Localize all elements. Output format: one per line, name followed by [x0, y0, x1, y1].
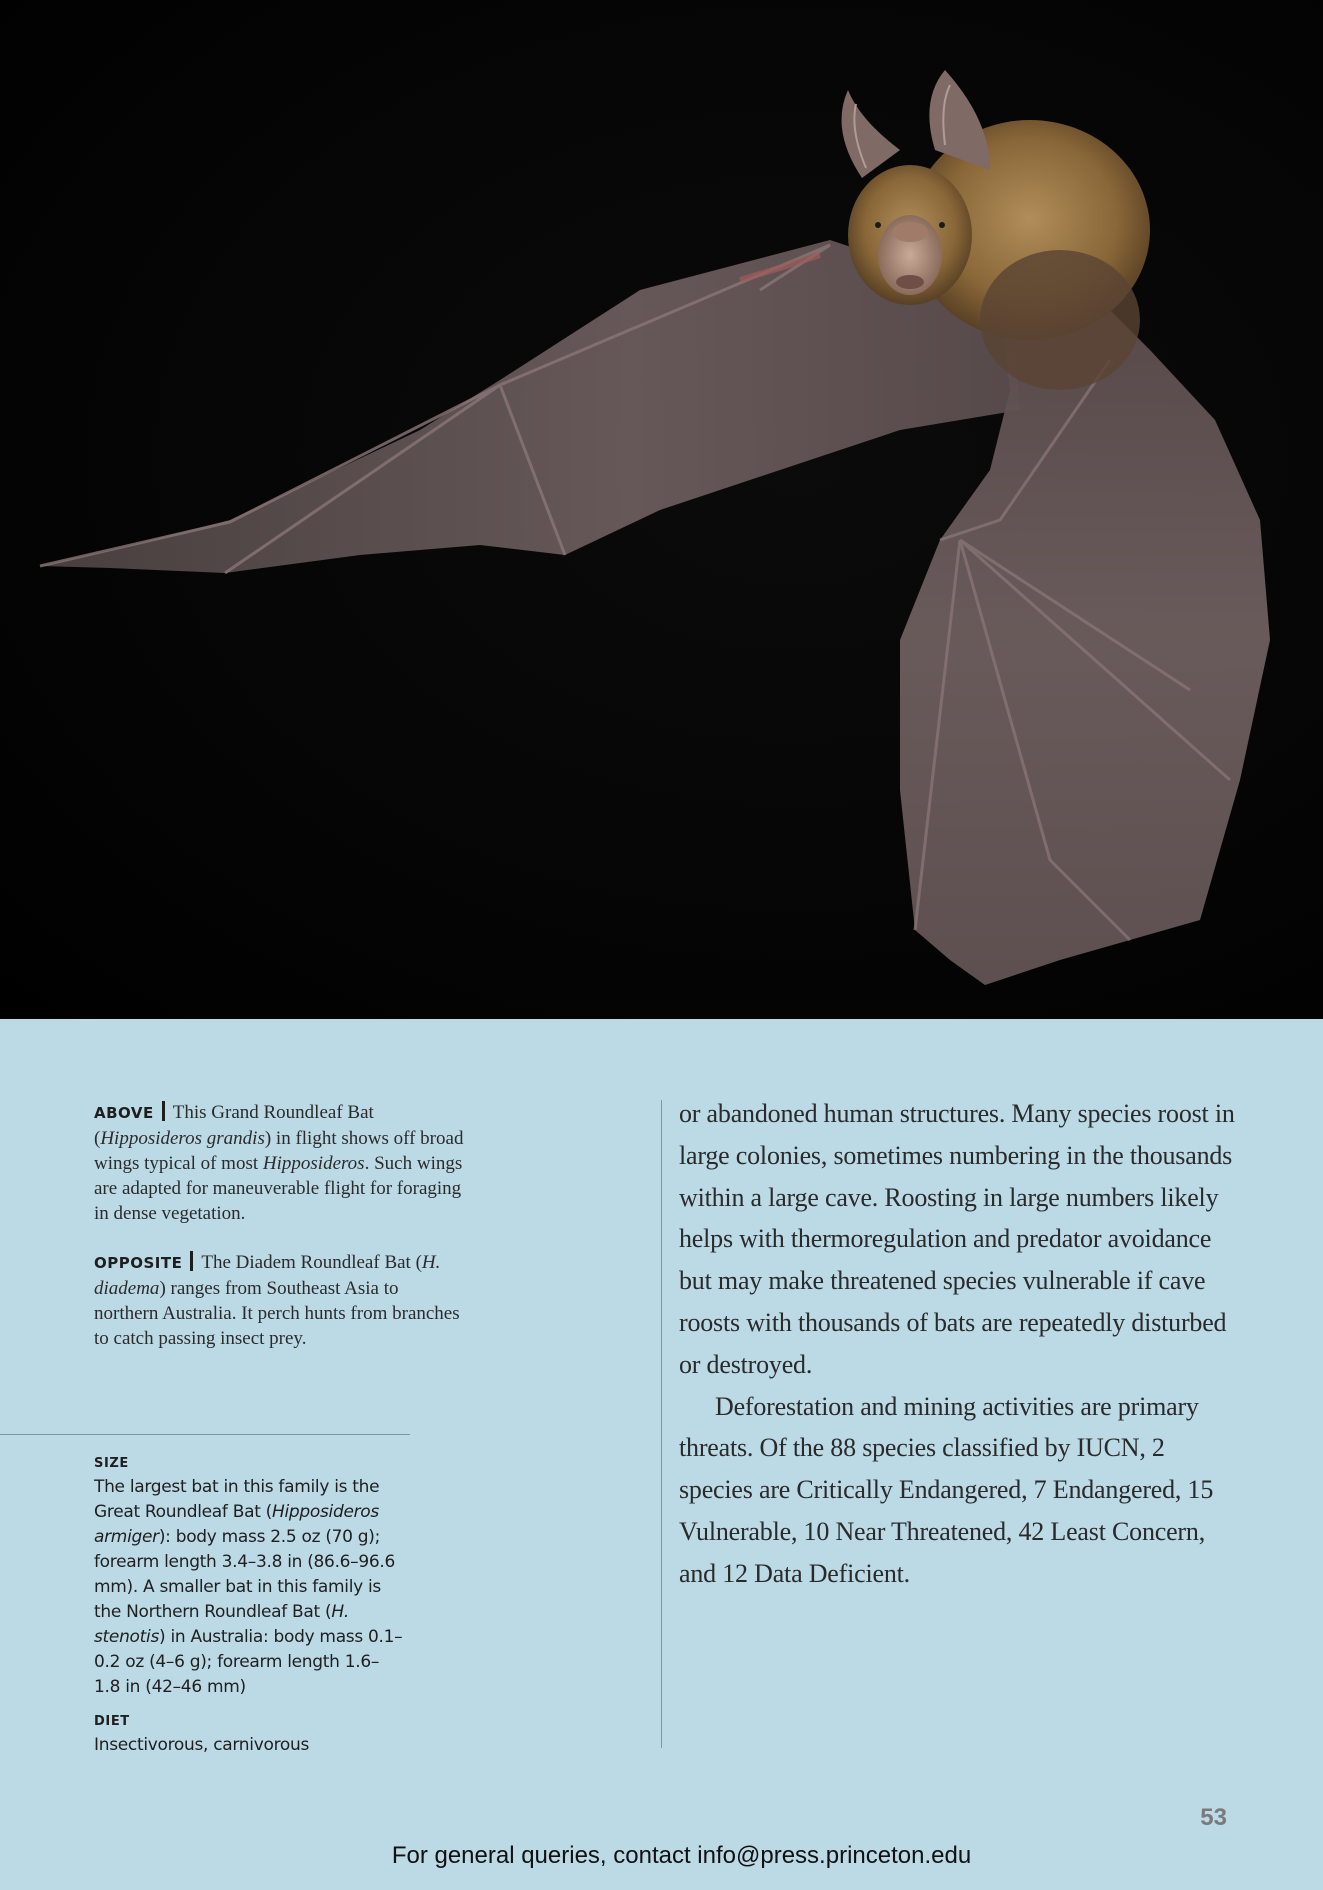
body-paragraph-2: Deforestation and mining activities are primary threats. Of the 88 species classified by IUCN, 2 species are Critically Endangered, 7 Endangered, 15 Vulnerable, 10 Near Threatened, 42 Least Concern, and 12 Data Deficient. — [679, 1391, 1214, 1588]
caption-above — [94, 1100, 464, 1226]
caption-text-2: ) in flight shows off broad wings typical of most — [94, 1128, 464, 1174]
caption-italic-2: Hipposideros — [262, 1153, 365, 1174]
fact-text: Insectivorous, carnivorous — [94, 1735, 310, 1755]
caption-text-1: The Diadem Roundleaf Bat ( — [201, 1252, 422, 1273]
caption-divider — [162, 1101, 165, 1121]
bat-ear-right — [929, 70, 990, 170]
fact-text: ) in Australia: body mass 0.1–0.2 oz (4–6 g); forearm length 1.6–1.8 in (42–46 mm) — [94, 1627, 403, 1697]
body-text — [679, 1093, 1239, 1595]
caption-opposite — [94, 1250, 464, 1351]
fact-text: The largest bat in this family is the Great Roundleaf Bat ( — [94, 1477, 380, 1522]
footer-contact: For general queries, contact info@press.princeton.edu — [391, 1842, 972, 1869]
page-number: 53 — [1200, 1804, 1227, 1831]
caption-text-3: . Such wings are adapted for maneuverable flight for foraging in dense vegetation. — [94, 1153, 463, 1224]
column-divider — [661, 1100, 662, 1748]
fact-label-diet: DIET — [94, 1714, 130, 1729]
caption-label: OPPOSITE — [94, 1254, 183, 1272]
caption-text-1: This Grand Roundleaf Bat ( — [94, 1102, 374, 1149]
caption-divider — [190, 1251, 193, 1271]
caption-italic-1: H. diadema — [94, 1252, 441, 1299]
fact-italic: H. stenotis — [94, 1602, 349, 1647]
fact-label-size: SIZE — [94, 1456, 129, 1471]
caption-text-2: ) ranges from Southeast Asia to northern Australia. It perch hunts from branches to catch passing insect prey. — [94, 1278, 460, 1349]
bat-ear-left — [842, 90, 900, 178]
fact-italic: Hipposideros armiger — [94, 1502, 379, 1547]
fact-box — [94, 1456, 404, 1772]
captions — [94, 1100, 464, 1375]
fact-text-size — [94, 1475, 404, 1700]
caption-italic-1: Hipposideros grandis — [100, 1128, 265, 1149]
body-paragraph-1: or abandoned human structures. Many species roost in large colonies, sometimes numbering in the thousands within a large cave. Roosting in large numbers likely helps with thermoregulation and predator avoidance but may make threatened species vulnerable if cave roosts with thousands of bats are repeatedly disturbed or destroyed. — [679, 1099, 1235, 1379]
caption-label: ABOVE — [94, 1104, 154, 1122]
fact-text-diet — [94, 1733, 404, 1758]
section-divider — [0, 1434, 410, 1435]
fact-text: ): body mass 2.5 oz (70 g); forearm length 3.4–3.8 in (86.6–96.6 mm). A smaller bat in this family is the Northern Roundleaf Bat ( — [94, 1527, 396, 1622]
